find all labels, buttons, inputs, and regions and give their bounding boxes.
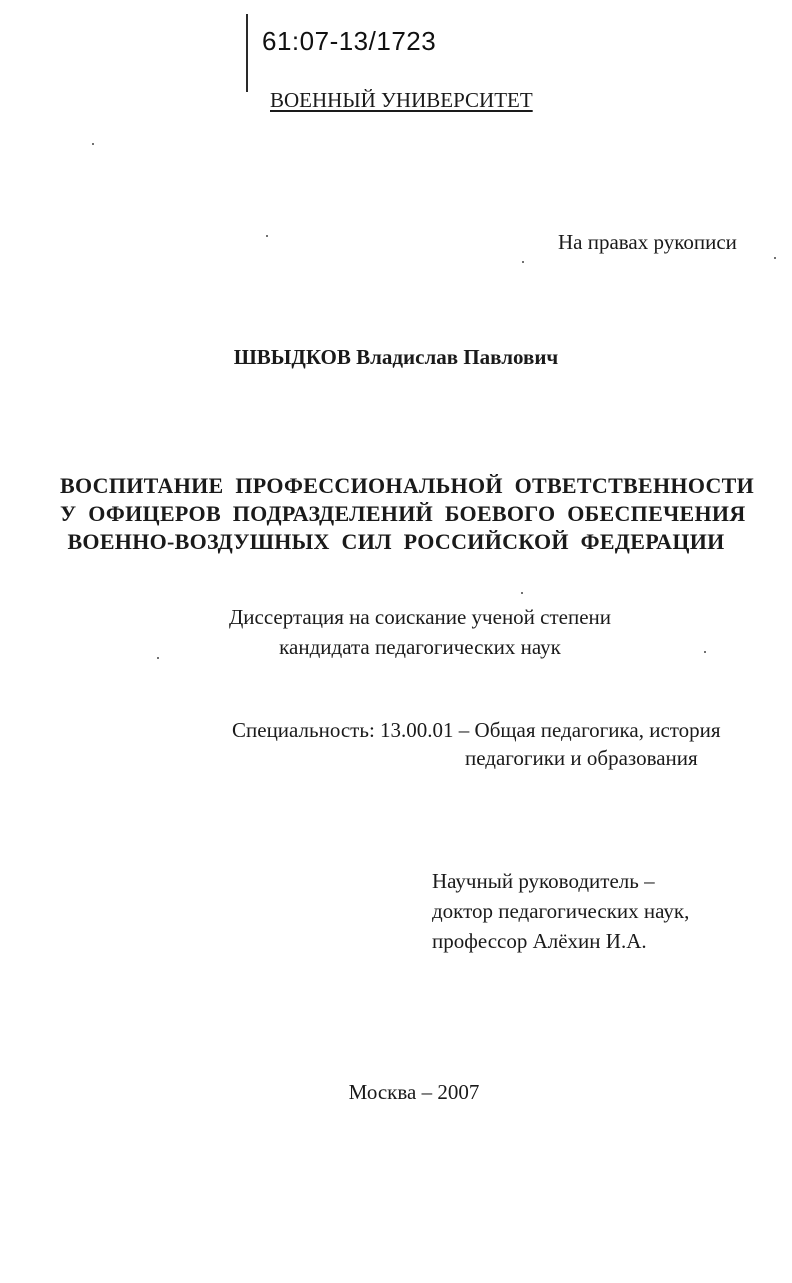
- advisor-line: доктор педагогических наук,: [432, 899, 690, 923]
- scan-speck: [704, 651, 706, 653]
- dissertation-title: [60, 472, 755, 556]
- university-name: ВОЕННЫЙ УНИВЕРСИТЕТ: [270, 88, 533, 112]
- scan-speck: [522, 261, 524, 263]
- advisor-line: Научный руководитель –: [432, 869, 655, 893]
- scan-speck: [774, 257, 776, 259]
- scan-speck: [92, 143, 94, 145]
- archive-stamp-code: 61:07-13/1723: [262, 26, 437, 56]
- degree-line: Диссертация на соискание ученой степени: [228, 605, 612, 629]
- manuscript-rights-note: На правах рукописи: [558, 230, 737, 254]
- scan-speck: [521, 592, 523, 594]
- author-name: ШВЫДКОВ Владислав Павлович: [233, 345, 559, 369]
- stamp-border-line: [246, 14, 248, 92]
- title-line: ВОЕННО-ВОЗДУШНЫХ СИЛ РОССИЙСКОЙ ФЕДЕРАЦИИ: [67, 529, 725, 554]
- advisor-line: профессор Алёхин И.А.: [432, 929, 647, 953]
- specialty-line-2: педагогики и образования: [465, 746, 698, 770]
- city-and-year: Москва – 2007: [348, 1080, 480, 1104]
- title-line: У ОФИЦЕРОВ ПОДРАЗДЕЛЕНИЙ БОЕВОГО ОБЕСПЕЧЕНИЯ: [60, 501, 746, 526]
- degree-line: кандидата педагогических наук: [279, 635, 561, 659]
- specialty-line-1: Специальность: 13.00.01 – Общая педагогика, история: [232, 718, 721, 742]
- scan-speck: [266, 235, 268, 237]
- scientific-advisor: [432, 866, 689, 956]
- degree-statement: [0, 602, 792, 662]
- title-line: ВОСПИТАНИЕ ПРОФЕССИОНАЛЬНОЙ ОТВЕТСТВЕННОСТИ: [60, 473, 755, 498]
- scan-speck: [157, 657, 159, 659]
